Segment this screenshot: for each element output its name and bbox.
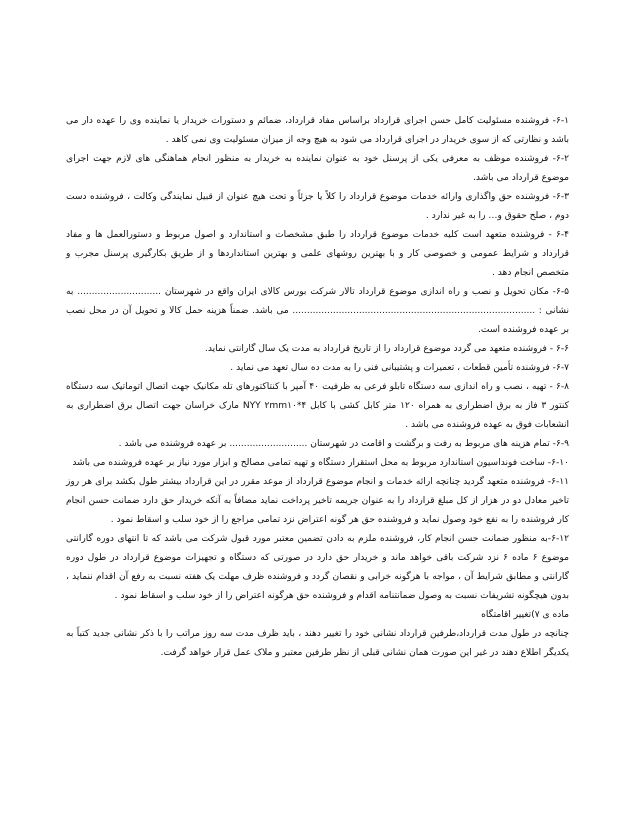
clause-6-1: ۶-۱- فروشنده مسئولیت کامل حسن اجرای قرارداد براساس مفاد قرارداد، ضمائم و دستورات خریدار یا نماینده وی را عهده دار می باشد و نظارتی که از سوی خریدار در اجرای قرارداد می شود به هیچ وجه از میزان مسئولیت وی نمی کاهد . [66, 116, 569, 145]
clause-6-3: ۶-۳- فروشنده حق واگذاری وارائه خدمات موضوع قرارداد را کلاً یا جزئاً و تحت هیچ عنوان از قبیل نمایندگی وکالت ، فروشنده دست دوم ، صلح حقوق و… را به غیر ندارد . [66, 192, 569, 221]
clause-6-5: ۶-۵- مکان تحویل و نصب و راه اندازی موضوع قرارداد تالار شرکت بورس کالای ایران واقع در شهرستان ............................. به نشانی : .................................................................................... می باشد. ضمناً هزینه حمل کالا و تحویل آن در محل نصب بر عهده فروشنده است. [66, 287, 569, 335]
clause-6-6: ۶-۶ - فروشنده متعهد می گردد موضوع قرارداد را از تاریخ قرارداد به مدت یک سال گارانتی نماید. [204, 344, 569, 354]
article-7-body: چنانچه در طول مدت قرارداد،طرفین قرارداد نشانی خود را تغییر دهند ، باید ظرف مدت سه روز مراتب را با ذکر نشانی جدید کتباً به یکدیگر اطلاع دهند در غیر این صورت همان نشانی قبلی از نظر طرفین معتبر و ملاک عمل قرار خواهد گرفت. [66, 629, 569, 658]
clause-6-11: ۶-۱۱- فروشنده متعهد گردید چنانچه ارائه خدمات و انجام موضوع قرارداد از موعد مقرر در این قرارداد بیشتر طول بکشد برای هر روز تاخیر معادل دو در هزار از کل مبلغ قرارداد را به عنوان جریمه تاخیر پرداخت نماید مضافاً به آنکه خریدار حق دارد ضمانت حسن انجام کار فروشنده را به نفع خود وصول نماید و فروشنده حق هر گونه اعتراض نزد تمامی مراجع را از خود سلب و اسقاط نمود . [66, 477, 569, 525]
clause-6-9: ۶-۹- تمام هزینه های مربوط به رفت و برگشت و اقامت در شهرستان ........................... بر عهده فروشنده می باشد . [118, 439, 569, 449]
clause-6-4: ۶-۴ - فروشنده متعهد است کلیه خدمات موضوع قرارداد را طبق مشخصات و استاندارد و اصول مربوط و دستورالعمل ها و مفاد قرارداد و شرایط عمومی و خصوصی کار و با بهترین روشهای علمی و بهترین استانداردها و از طریق بکارگیری پرسنل مجرب و متخصص انجام دهد . [66, 230, 569, 278]
article-7-heading: ماده ی ۷)تغییر اقامتگاه [481, 610, 569, 620]
clause-6-7: ۶-۷- فروشنده تأمین قطعات ، تعمیرات و پشتیبانی فنی را به مدت ده سال تعهد می نماید . [230, 363, 569, 373]
clause-6-2: ۶-۲- فروشنده موظف به معرفی یکی از پرسنل خود به عنوان نماینده به خریدار به منظور انجام هماهنگی های لازم جهت اجرای موضوع قرارداد می باشد. [66, 154, 569, 183]
clause-6-8: ۶-۸ - تهیه ، نصب و راه اندازی سه دستگاه تابلو فرعی به ظرفیت ۴۰ آمپر با کنتاکتورهای تله مکانیک جهت اتصال اتوماتیک سه دستگاه کنتور ۳ فاز به برق اضطراری به همراه ۱۲۰ متر کابل کشی با کابل NYY ۲mm۱۰*۴ مارک خراسان جهت اتصال برق اضطراری به انشعابات فوق به عهده فروشنده می باشد . [66, 382, 570, 430]
clause-6-12: ۶-۱۲-به منظور ضمانت حسن انجام کار، فروشنده ملزم به دادن تضمین معتبر مورد قبول شرکت می باشد که تا انتهای دوره گارانتی موضوع ۶ ماده ۶ نزد شرکت باقی خواهد ماند و خریدار حق دارد در صورتی که دستگاه و تجهیزات موضوع قرارداد در طول دوره گارانتی و مطابق شرایط آن ، مواجه با هرگونه خرابی و نقصان گردد و فروشنده ظرف مهلت یک هفته نسبت به رفع آن اقدام ننماید ، بدون هیچگونه تشریفات نسبت به وصول ضمانتنامه اقدام و فروشنده حق هرگونه اعتراض را از خود سلب و اسقاط نمود . [66, 534, 569, 601]
clause-6-10: ۶-۱۰- ساخت فونداسیون استاندارد مربوط به محل استقرار دستگاه و تهیه تمامی مصالح و ابزار مورد نیاز بر عهده فروشنده می باشد [72, 458, 569, 468]
